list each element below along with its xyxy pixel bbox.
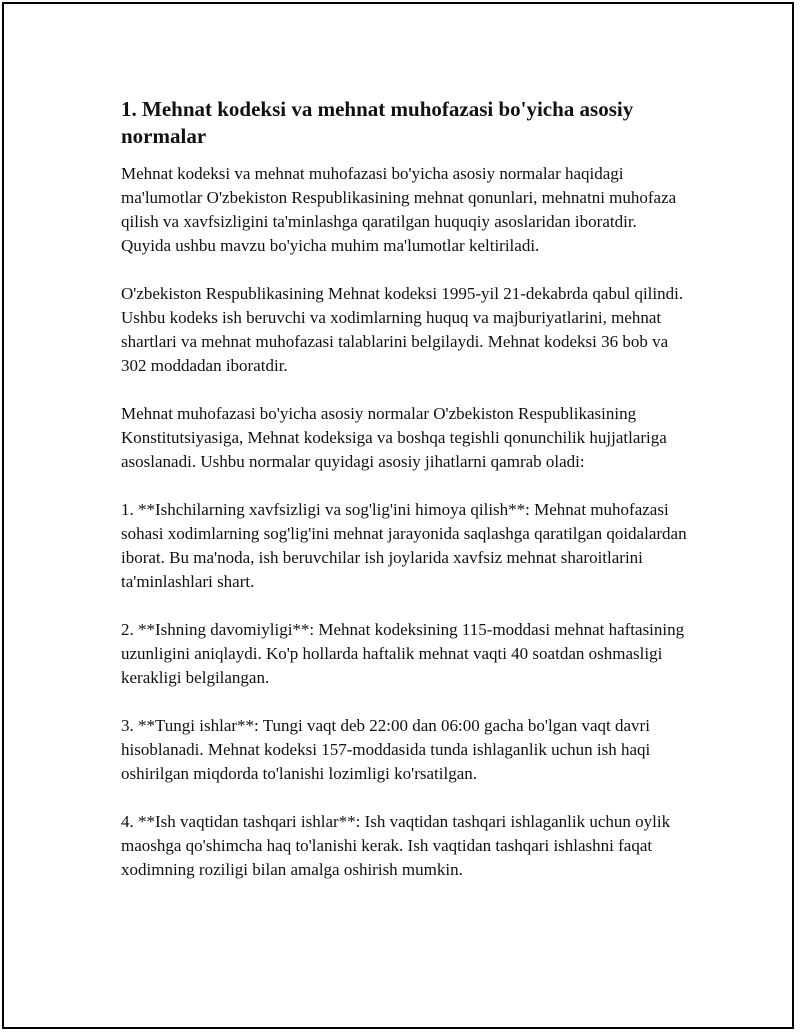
paragraph-norms: Mehnat muhofazasi bo'yicha asosiy normalar O'zbekiston Respublikasining Konstitutsiyasiga, Mehnat kodeksiga va boshqa tegishli qonunchilik hujjatlariga asoslanadi. Ushbu normalar quyidagi asosiy jihatlarni qamrab oladi: <box>121 404 667 471</box>
section-heading: 1. Mehnat kodeksi va mehnat muhofazasi bo'yicha asosiy normalar <box>121 97 634 148</box>
paragraph-item-1: 1. **Ishchilarning xavfsizligi va sog'lig'ini himoya qilish**: Mehnat muhofazasi sohasi xodimlarning sog'lig'ini mehnat jarayonida saqlashga qaratilgan qoidalardan iborat. Bu ma'noda, ish beruvchilar ish joylarida xavfsiz mehnat sharoitlarini ta'minlashlari shart. <box>121 500 687 591</box>
document-page <box>2 2 794 1029</box>
paragraph-labor-code: O'zbekiston Respublikasining Mehnat kodeksi 1995-yil 21-dekabrda qabul qilindi. Ushbu kodeks ish beruvchi va xodimlarning huquq va majburiyatlarini, mehnat shartlari va mehnat muhofazasi talablarini belgilaydi. Mehnat kodeksi 36 bob va 302 moddadan iboratdir. <box>121 284 684 375</box>
paragraph-intro: Mehnat kodeksi va mehnat muhofazasi bo'yicha asosiy normalar haqidagi ma'lumotlar O'zbekiston Respublikasining mehnat qonunlari, mehnatni muhofaza qilish va xavfsizligini ta'minlashga qaratilgan huquqiy asoslaridan iboratdir. Quyida ushbu mavzu bo'yicha muhim ma'lumotlar keltiriladi. <box>121 164 677 255</box>
paragraph-item-2: 2. **Ishning davomiyligi**: Mehnat kodeksining 115-moddasi mehnat haftasining uzunligini aniqlaydi. Ko'p hollarda haftalik mehnat vaqti 40 soatdan oshmasligi kerakligi belgilangan. <box>121 620 685 687</box>
paragraph-item-4: 4. **Ish vaqtidan tashqari ishlar**: Ish vaqtidan tashqari ishlaganlik uchun oylik maoshga qo'shimcha haq to'lanishi kerak. Ish vaqtidan tashqari ishlashni faqat xodimning roziligi bilan amalga oshirish mumkin. <box>121 812 671 879</box>
document-content <box>121 96 691 906</box>
paragraph-item-3: 3. **Tungi ishlar**: Tungi vaqt deb 22:00 dan 06:00 gacha bo'lgan vaqt davri hisoblanadi. Mehnat kodeksi 157-moddasida tunda ishlaganlik uchun ish haqi oshirilgan miqdorda to'lanishi lozimligi ko'rsatilgan. <box>121 716 651 783</box>
